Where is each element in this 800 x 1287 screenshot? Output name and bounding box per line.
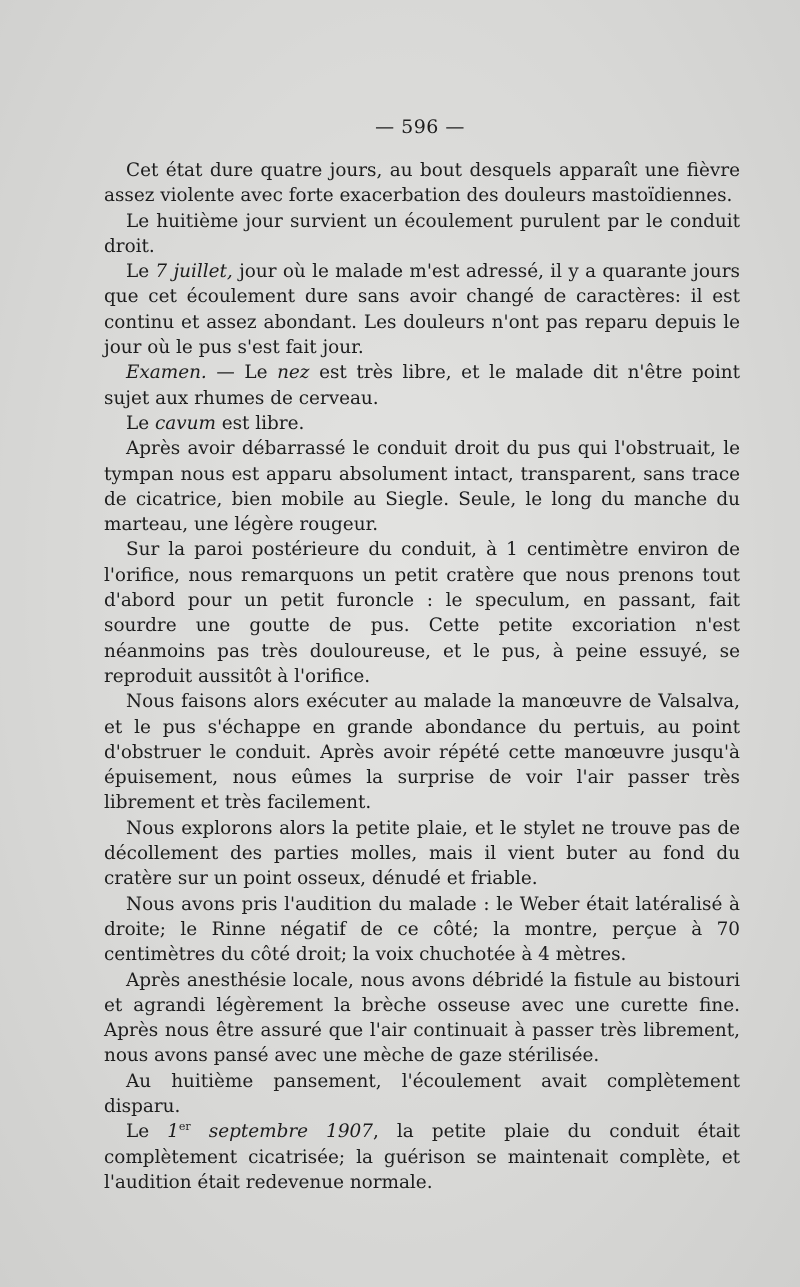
page-number: — 596 — <box>375 116 465 138</box>
body-text <box>104 158 740 1195</box>
text-run: Après avoir débarrassé le conduit droit du pus qui l'obstruait, le tympan nous est apparu absolument intact, transparent, sans trace de cicatrice, bien mobile au Siegle. Seule, le long du manche du marteau, une légère rougeur. <box>104 438 740 536</box>
text-run: Sur la paroi postérieure du conduit, à 1 centimètre environ de l'orifice, nous remarquons un petit cratère que nous prenons tout d'abord pour un petit furoncle : le speculum, en passant, fait sourdre une goutte de pus. Cette petite excoriation n'est néanmoins pas très douloureuse, et le pus, à peine essuyé, se reproduit aussitôt à l'orifice. <box>104 539 740 687</box>
paragraph <box>104 537 740 689</box>
text-run: Au huitième pansement, l'écoulement avait complètement disparu. <box>104 1070 740 1117</box>
text-run: est très libre, et le malade dit n'être point sujet aux rhumes de cerveau. <box>104 362 740 409</box>
text-run: — Le <box>206 362 278 384</box>
text-run: Nous faisons alors exécuter au malade la manœuvre de Valsalva, et le pus s'échappe en grande abondance du pertuis, au point d'obstruer le conduit. Après avoir répété cette manœuvre jusqu'à épuisement, nous eûmes la surprise de voir l'air passer très librement et très facilement. <box>104 691 740 814</box>
paragraph <box>104 411 740 436</box>
paragraph <box>104 892 740 968</box>
text-run: Cet état dure quatre jours, au bout desquels apparaît une fièvre assez violente avec forte exacerbation des douleurs mastoïdiennes. <box>104 160 740 207</box>
text-run: Nous explorons alors la petite plaie, et le stylet ne trouve pas de décollement des parties molles, mais il vient buter au fond du cratère sur un point osseux, dénudé et friable. <box>104 817 740 890</box>
paragraph <box>104 158 740 209</box>
text-run: est libre. <box>215 412 305 434</box>
paragraph <box>104 259 740 360</box>
text-run: Le <box>126 412 155 434</box>
superscript-run: er <box>178 1120 191 1134</box>
text-run: Le huitième jour survient un écoulement purulent par le conduit droit. <box>104 210 740 257</box>
text-run: jour où le malade m'est adressé, il y a quarante jours que cet écoulement dure sans avoir changé de caractères: il est continu et assez abondant. Les douleurs n'ont pas reparu depuis le jour où le pus s'est fait jour. <box>104 261 740 359</box>
text-run: , la petite plaie du conduit était complètement cicatrisée; la guérison se maintenait complète, et l'audition était redevenue normale. <box>104 1121 741 1193</box>
italic-run: Examen. <box>126 362 207 384</box>
paragraph <box>104 816 740 892</box>
paragraph <box>104 436 740 537</box>
paragraph <box>104 689 740 815</box>
paragraph <box>104 1119 740 1195</box>
text-run: Le <box>126 261 156 283</box>
paragraph <box>104 209 740 260</box>
italic-run: cavum <box>154 412 216 434</box>
paragraph <box>104 360 740 411</box>
italic-run: septembre 1907 <box>190 1121 373 1143</box>
italic-run: nez <box>277 362 310 384</box>
italic-run: 1 <box>167 1121 179 1143</box>
text-run: Le <box>126 1121 168 1143</box>
text-run: Après anesthésie locale, nous avons débridé la fistule au bistouri et agrandi légèrement la brèche osseuse avec une curette fine. Après nous être assuré que l'air continuait à passer très librement, nous avons pansé avec une mèche de gaze stérilisée. <box>104 969 740 1067</box>
italic-run: 7 juillet, <box>155 261 233 283</box>
text-run: Nous avons pris l'audition du malade : le Weber était latéralisé à droite; le Rinne négatif de ce côté; la montre, perçue à 70 centimètres du côté droit; la voix chuchotée à 4 mètres. <box>104 893 740 966</box>
paragraph <box>104 1069 740 1120</box>
paragraph <box>104 968 740 1069</box>
